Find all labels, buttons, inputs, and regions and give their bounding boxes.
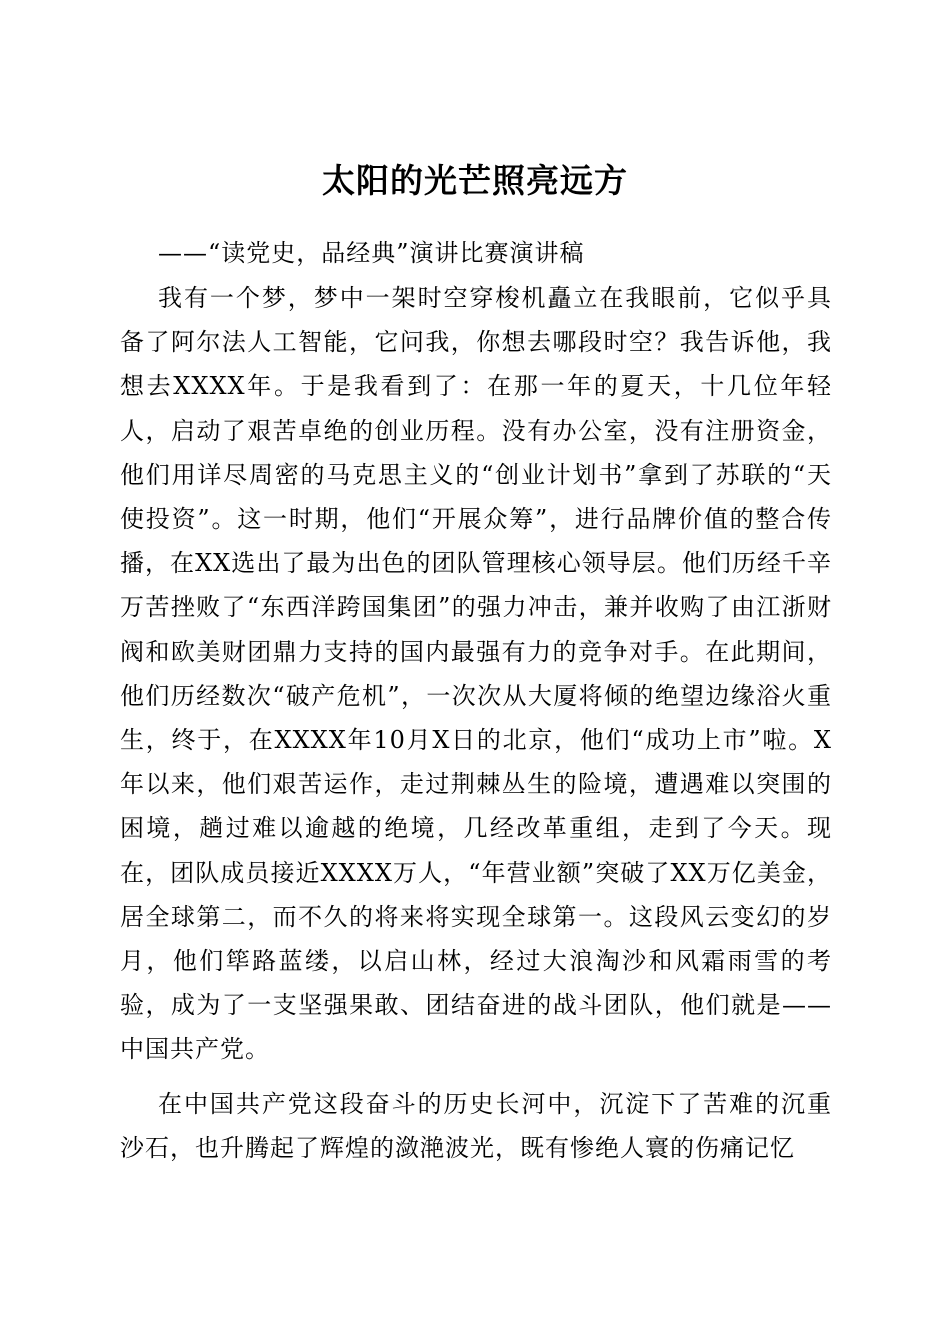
body-paragraph-1: 我有一个梦，梦中一架时空穿梭机矗立在我眼前，它似乎具备了阿尔法人工智能，它问我，你想去哪段时空？我告诉他，我想去XXXX年。于是我看到了：在那一年的夏天，十几位年轻人，启动了艰苦卓绝的创业历程。没有办公室，没有注册资金，他们用详尽周密的马克思主义的“创业计划书”拿到了苏联的“天使投资”。这一时期，他们“开展众筹”，进行品牌价值的整合传播，在XX选出了最为出色的团队管理核心领导层。他们历经千辛万苦挫败了“东西洋跨国集团”的强力冲击，兼并收购了由江浙财阀和欧美财团鼎力支持的国内最强有力的竞争对手。在此期间，他们历经数次“破产危机”，一次次从大厦将倾的绝望边缘浴火重生，终于，在XXXX年10月X日的北京，他们“成功上市”啦。X年以来，他们艰苦运作，走过荆棘丛生的险境，遭遇难以突围的困境，趟过难以逾越的绝境，几经改革重组，走到了今天。现在，团队成员接近XXXX万人，“年营业额”突破了XX万亿美金，居全球第二，而不久的将来将实现全球第一。这段风云变幻的岁月，他们筚路蓝缕，以启山林，经过大浪淘沙和风霜雨雪的考验，成为了一支坚强果敢、团结奋进的战斗团队，他们就是——中国共产党。 — [120, 284, 832, 1064]
body-paragraph-2: 在中国共产党这段奋斗的历史长河中，沉淀下了苦难的沉重沙石，也升腾起了辉煌的潋滟波光，既有惨绝人寰的伤痛记忆 — [120, 1090, 832, 1163]
document-title: 太阳的光芒照亮远方 — [322, 161, 628, 201]
document-subtitle: ——“读党史，品经典”演讲比赛演讲稿 — [158, 239, 585, 267]
